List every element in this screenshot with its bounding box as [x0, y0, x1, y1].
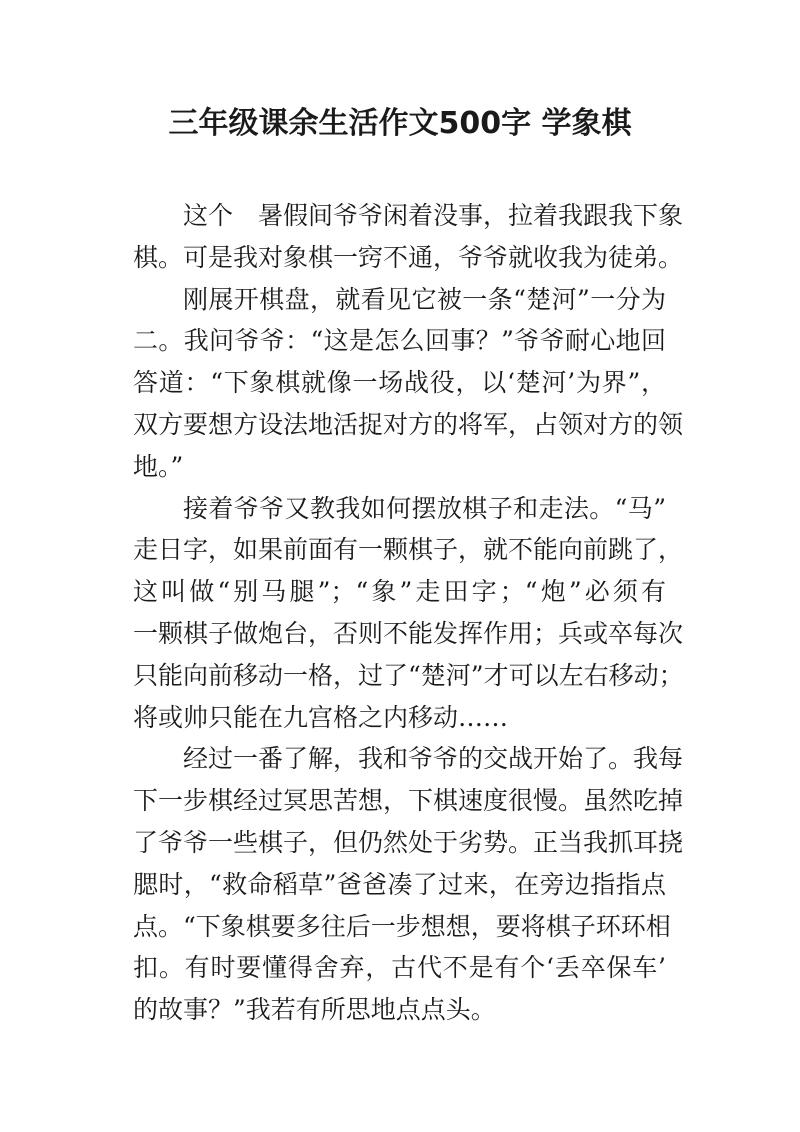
text-line: 答道：“下象棋就像一场战役，以‘楚河’为界”，: [133, 368, 666, 398]
text-line: 腮时，“救命稻草”爸爸凑了过来，在旁边指指点: [133, 869, 666, 899]
text-line: 点。“下象棋要多往后一步想想，要将棋子环环相: [133, 911, 671, 941]
text-line: 了爷爷一些棋子，但仍然处于劣势。正当我抓耳挠: [133, 827, 684, 857]
text-line: 棋。可是我对象棋一窍不通，爷爷就收我为徒弟。: [133, 242, 684, 272]
text-line: 刚展开棋盘，就看见它被一条“楚河”一分为: [183, 284, 666, 314]
text-line: 接着爷爷又教我如何摆放棋子和走法。“马”: [183, 493, 666, 523]
text-line: 只能向前移动一格，过了“楚河”才可以左右移动；: [133, 660, 684, 690]
text-line: 这叫做“别马腿”；“象”走田字；“炮”必须有: [133, 577, 666, 607]
text-line: 将或帅只能在九宫格之内移动……: [133, 702, 509, 732]
text-line: 经过一番了解，我和爷爷的交战开始了。我每: [183, 744, 684, 774]
text-line: 这个 暑假间爷爷闲着没事，拉着我跟我下象: [183, 201, 684, 230]
text-line: 地。”: [133, 451, 184, 481]
text-line: 下一步棋经过冥思苦想，下棋速度很慢。虽然吃掉: [133, 786, 684, 816]
text-line: 二。我问爷爷：“这是怎么回事？”爷爷耐心地回: [133, 326, 666, 356]
text-line: 的故事？”我若有所思地点点头。: [133, 995, 496, 1025]
text-line: 走日字，如果前面有一颗棋子，就不能向前跳了，: [133, 535, 684, 565]
text-line: 双方要想方设法地活捉对方的将军，占领对方的领: [133, 409, 684, 439]
text-line: 扣。有时要懂得舍弃，古代不是有个‘丢卒保车’: [133, 953, 666, 983]
document-body: [133, 195, 684, 1031]
text-line: 一颗棋子做炮台，否则不能发挥作用；兵或卒每次: [133, 618, 684, 648]
document-title: 三年级课余生活作文500字 学象棋: [168, 106, 632, 141]
